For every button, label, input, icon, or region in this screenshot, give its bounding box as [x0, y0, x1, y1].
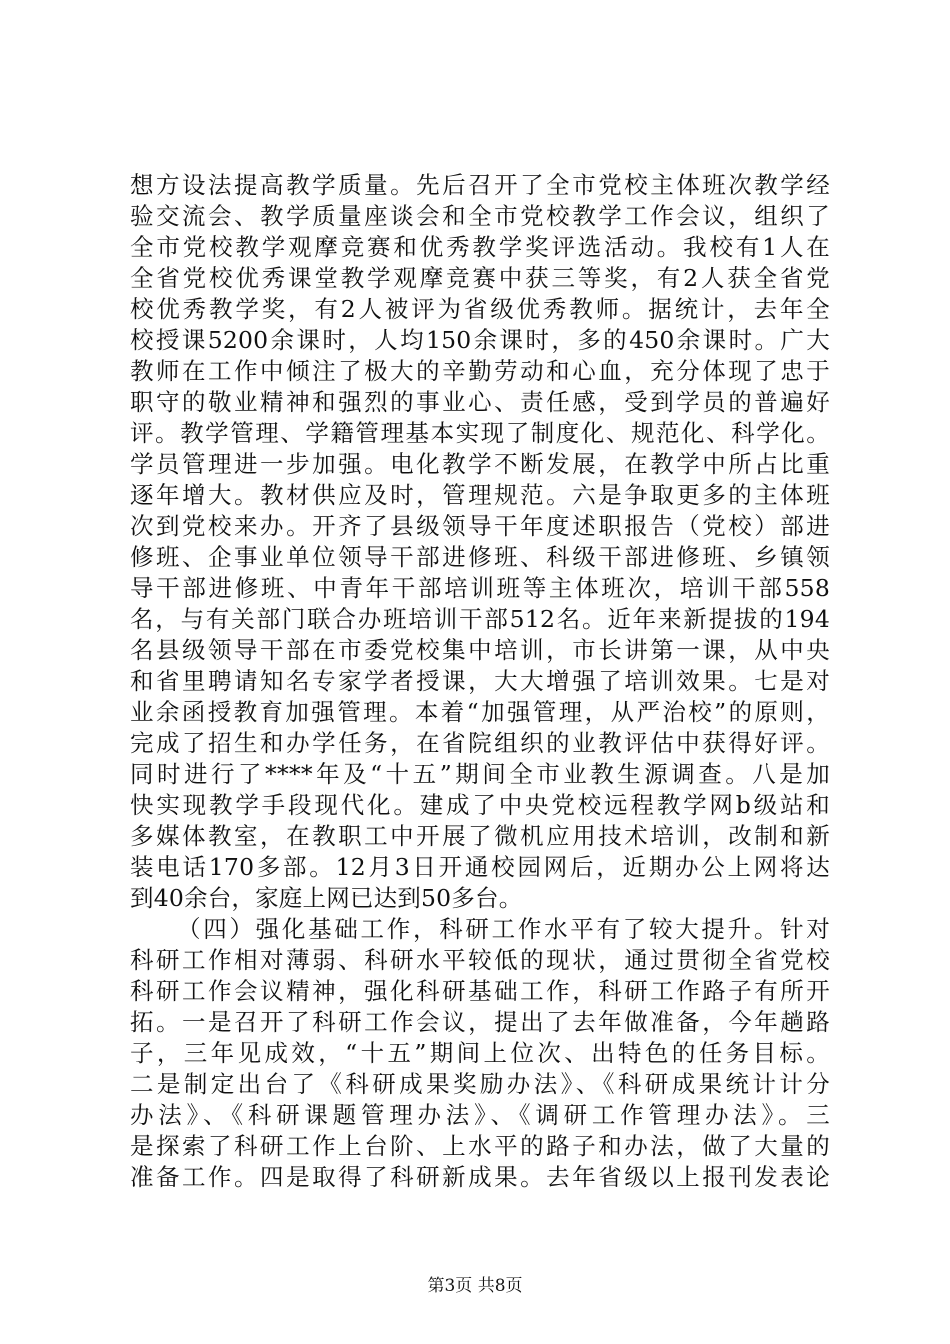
text-line-32: 是探索了科研工作上台阶、上水平的路子和办法，做了大量的 — [130, 1132, 830, 1160]
text-line-31: 办法》、《科研课题管理办法》、《调研工作管理办法》。三 — [130, 1101, 830, 1129]
text-line-5: 校优秀教学奖，有2人被评为省级优秀教师。据统计，去年全 — [130, 295, 830, 323]
text-line-4: 全省党校优秀课堂教学观摩竞赛中获三等奖，有2人获全省党 — [130, 264, 830, 292]
text-line-19: 完成了招生和办学任务，在省院组织的业教评估中获得好评。 — [130, 729, 830, 757]
text-line-8: 职守的敬业精神和强烈的事业心、责任感，受到学员的普遍好 — [130, 388, 830, 416]
text-line-16: 名县级领导干部在市委党校集中培训，市长讲第一课，从中央 — [130, 636, 830, 664]
text-line-33: 准备工作。四是取得了科研新成果。去年省级以上报刊发表论 — [130, 1163, 830, 1191]
text-line-23: 装电话170多部。12月3日开通校园网后，近期办公上网将达 — [130, 853, 830, 881]
text-line-12: 次到党校来办。开齐了县级领导干年度述职报告（党校）部进 — [130, 512, 830, 540]
text-line-29: 子，三年见成效，“十五”期间上位次、出特色的任务目标。 — [130, 1039, 830, 1067]
text-line-22: 多媒体教室，在教职工中开展了微机应用技术培训，改制和新 — [130, 822, 830, 850]
text-line-21: 快实现教学手段现代化。建成了中央党校远程教学网b级站和 — [130, 791, 830, 819]
text-line-9: 评。教学管理、学籍管理基本实现了制度化、规范化、科学化。 — [130, 419, 830, 447]
text-line-14: 导干部进修班、中青年干部培训班等主体班次，培训干部558 — [130, 574, 830, 602]
text-line-13: 修班、企事业单位领导干部进修班、科级干部进修班、乡镇领 — [130, 543, 830, 571]
text-line-2: 验交流会、教学质量座谈会和全市党校教学工作会议，组织了 — [130, 202, 830, 230]
text-line-6: 校授课5200余课时，人均150余课时，多的450余课时。广大 — [130, 326, 830, 354]
text-line-10: 学员管理进一步加强。电化教学不断发展，在教学中所占比重 — [130, 450, 830, 478]
text-line-3: 全市党校教学观摩竞赛和优秀教学奖评选活动。我校有1人在 — [130, 233, 830, 261]
text-line-27: 科研工作会议精神，强化科研基础工作，科研工作路子有所开 — [130, 977, 830, 1005]
text-line-1: 想方设法提高教学质量。先后召开了全市党校主体班次教学经 — [130, 171, 830, 199]
text-line-11: 逐年增大。教材供应及时，管理规范。六是争取更多的主体班 — [130, 481, 830, 509]
text-line-17: 和省里聘请知名专家学者授课，大大增强了培训效果。七是对 — [130, 667, 830, 695]
text-line-20: 同时进行了****年及“十五”期间全市业教生源调查。八是加 — [130, 760, 830, 788]
page-footer: 第3页 共8页 — [427, 1276, 523, 1296]
text-line-15: 名，与有关部门联合办班培训干部512名。近年来新提拔的194 — [130, 605, 830, 633]
text-line-25: （四）强化基础工作，科研工作水平有了较大提升。针对 — [177, 915, 830, 943]
text-line-26: 科研工作相对薄弱、科研水平较低的现状，通过贯彻全省党校 — [130, 946, 830, 974]
text-line-7: 教师在工作中倾注了极大的辛勤劳动和心血，充分体现了忠于 — [130, 357, 830, 385]
text-line-28: 拓。一是召开了科研工作会议，提出了去年做准备，今年趟路 — [130, 1008, 830, 1036]
text-line-18: 业余函授教育加强管理。本着“加强管理，从严治校”的原则， — [130, 698, 830, 726]
body-text — [130, 170, 830, 1193]
text-line-24: 到40余台，家庭上网已达到50多台。 — [130, 884, 523, 912]
text-line-30: 二是制定出台了《科研成果奖励办法》、《科研成果统计计分 — [130, 1070, 830, 1098]
